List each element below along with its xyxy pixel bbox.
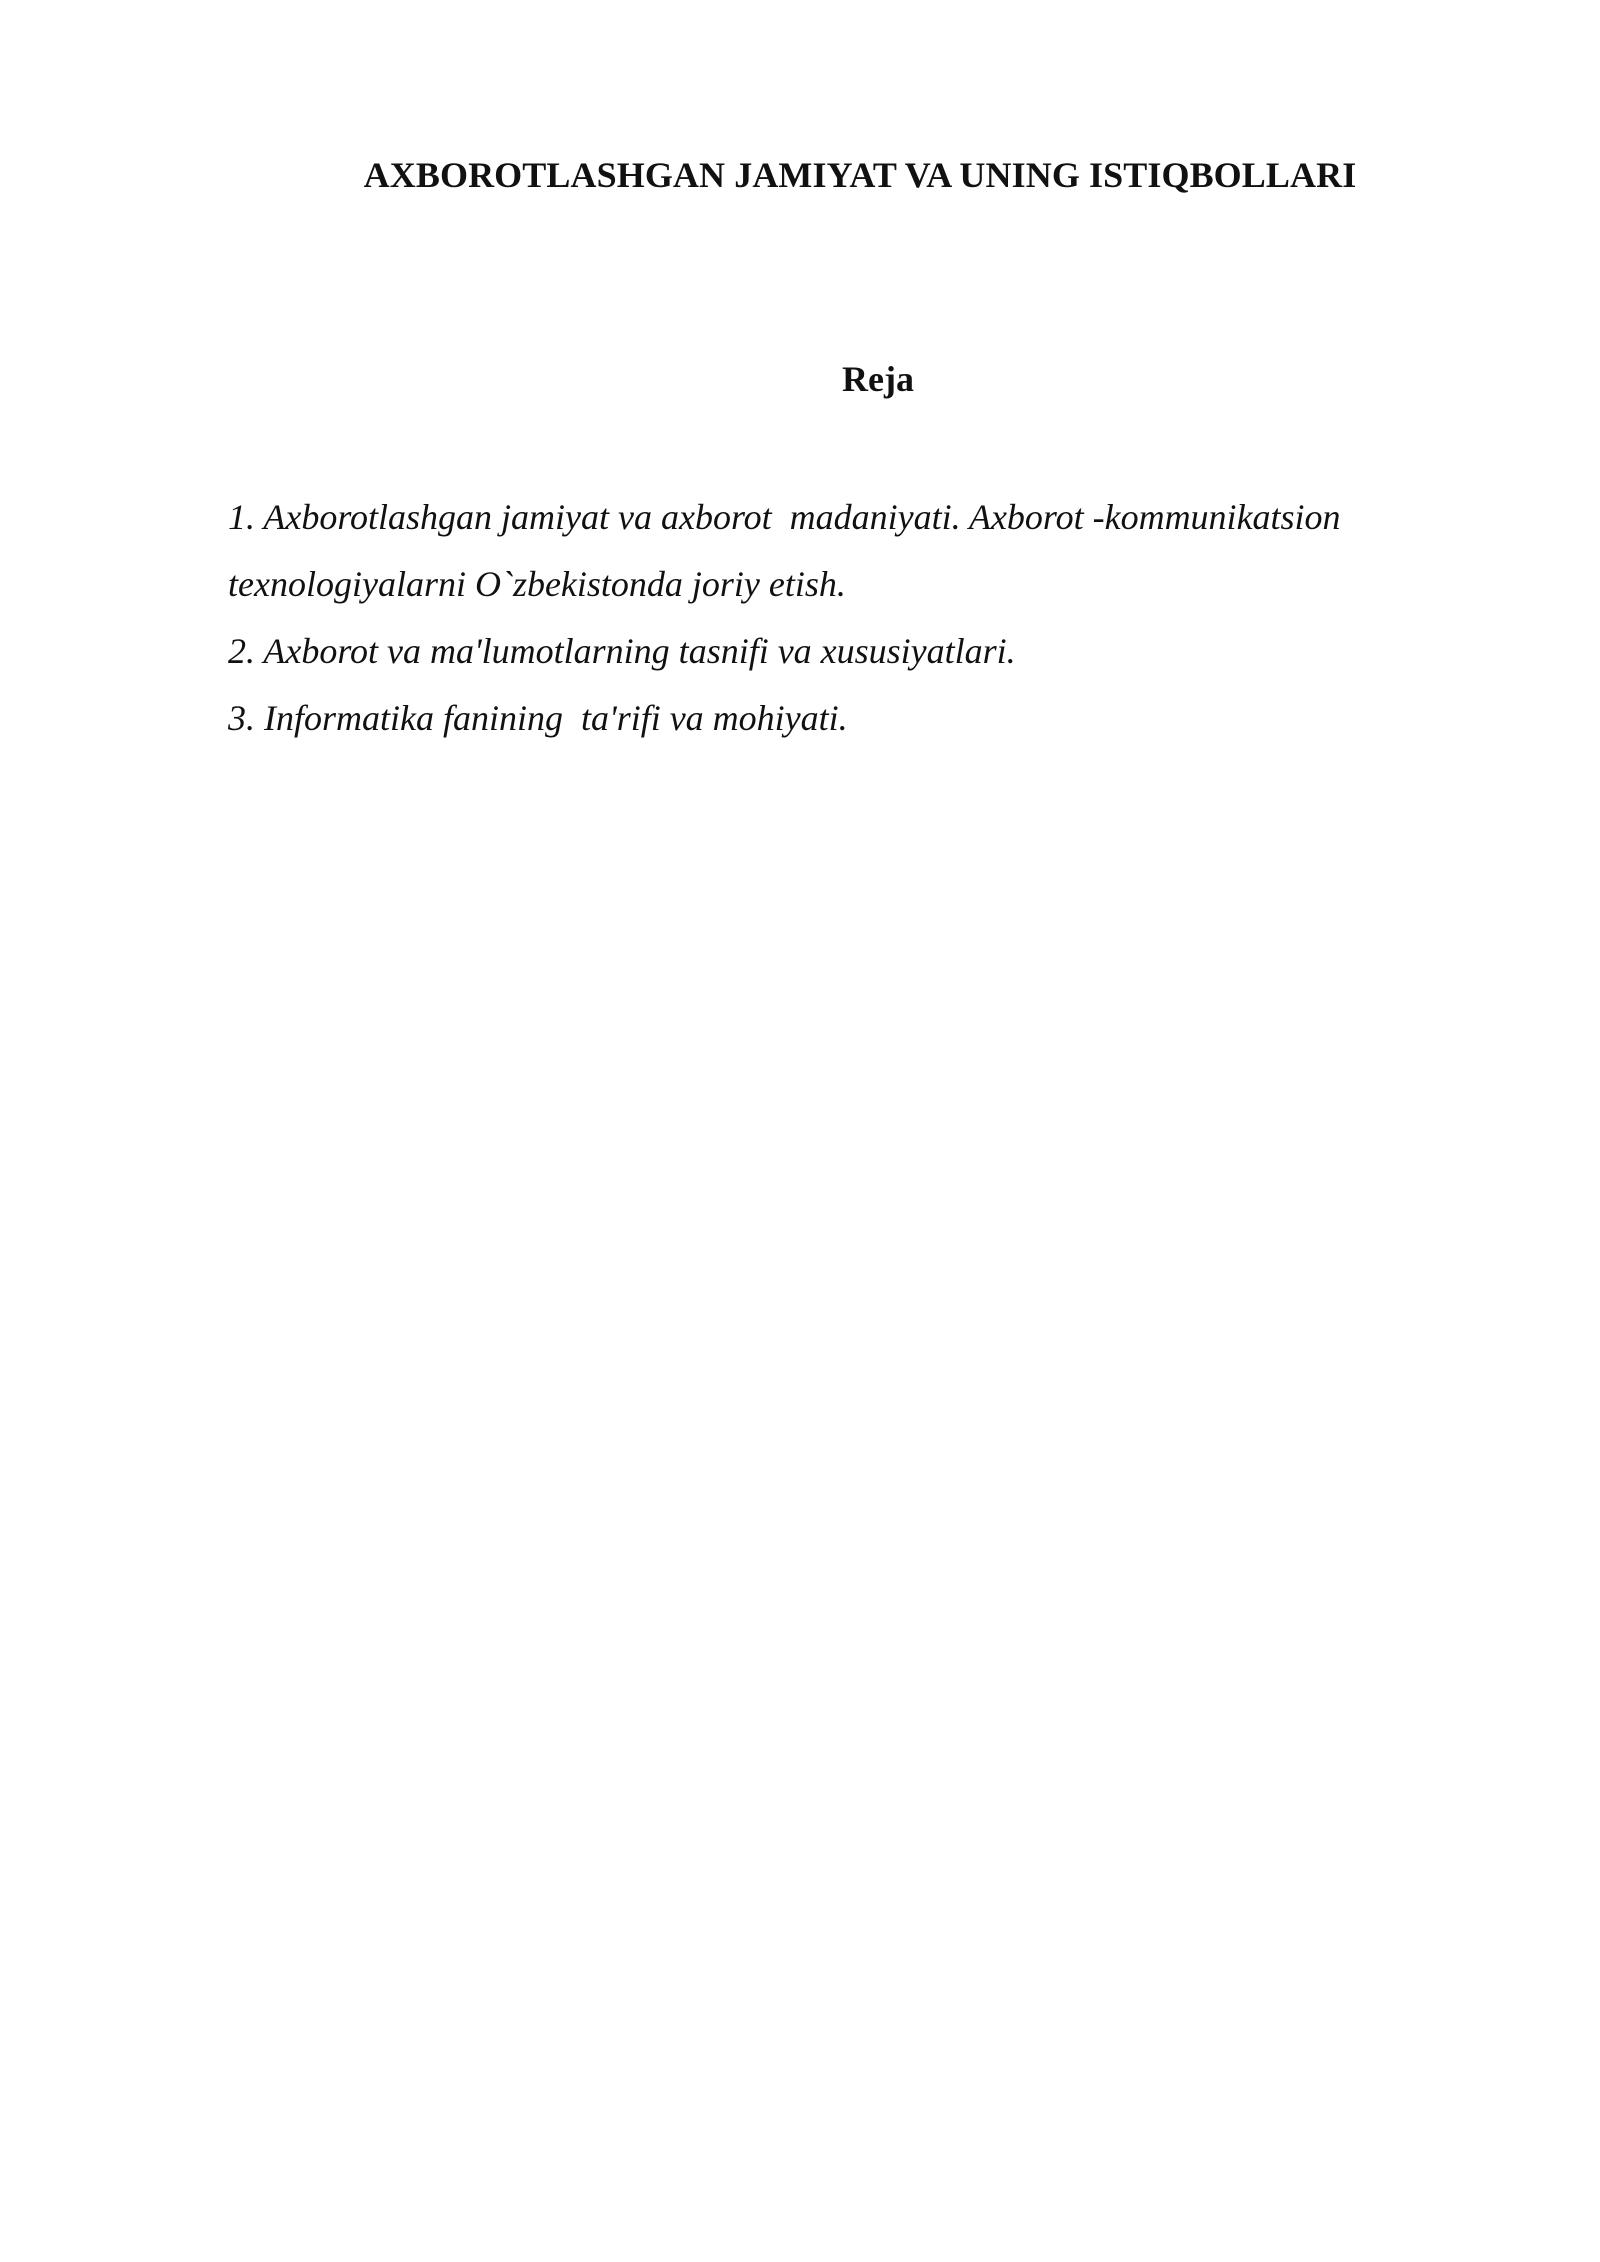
plan-heading: Reja [842, 359, 914, 399]
plan-item: 3. Informatika fanining ta'rifi va mohiyati. [228, 698, 848, 738]
plan-item: 2. Axborot va ma'lumotlarning tasnifi va xususiyatlari. [228, 631, 1016, 671]
plan-item: 1. Axborotlashgan jamiyat va axborot madaniyati. Axborot -kommunikatsion texnologiyalarni O`zbekistonda joriy etish. [228, 497, 1350, 604]
document-title: AXBOROTLASHGAN JAMIYAT VA UNING ISTIQBOLLARI [363, 155, 1357, 195]
plan-list [228, 484, 1488, 752]
